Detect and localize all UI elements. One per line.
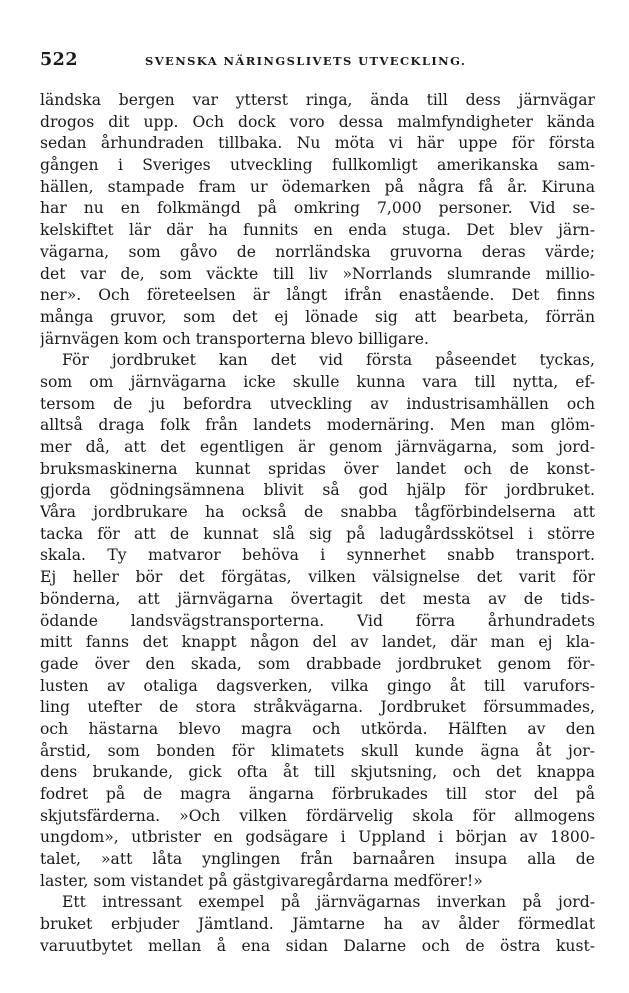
text-line: ländska bergen var ytterst ringa, ända till dess järnvägar xyxy=(40,91,595,109)
text-line: drogos dit upp. Och dock voro dessa malmfyndigheter kända xyxy=(40,112,595,131)
text-line: årstid, som bonden för klimatets skull kunde ägna åt jor- xyxy=(40,741,595,760)
text-line: skjutsfärderna. »Och vilken fördärvelig skola för allmogens xyxy=(40,806,595,825)
text-line: skala. Ty matvaror behöva i synnerhet snabb transport. xyxy=(40,546,595,565)
text-line: och hästarna blevo magra och utkörda. Hälften av den xyxy=(40,719,595,738)
text-line: sedan århundraden tillbaka. Nu möta vi här uppe för första xyxy=(40,134,595,153)
text-line: gade över den skada, som drabbade jordbruket genom för- xyxy=(40,654,595,673)
text-line: ner». Och företeelsen är långt ifrån enastående. Det finns xyxy=(40,286,595,305)
text-line: mitt fanns det knappt någon del av landet, där man ej kla- xyxy=(40,633,595,652)
page-header xyxy=(40,50,595,72)
text-line: det var de, som väckte till liv »Norrlands slumrande millio- xyxy=(40,264,595,283)
text-line: gjorda gödningsämnena blivit så god hjälp för jordbruket. xyxy=(40,481,595,500)
text-line: vägarna, som gåvo de norrländska gruvorna deras värde; xyxy=(40,242,595,261)
text-line: mer då, att det egentligen är genom järnvägarna, som jord- xyxy=(40,438,595,456)
text-line: dens brukande, gick ofta åt till skjutsning, och det knappa xyxy=(40,763,595,782)
text-line: som om järnvägarna icke skulle kunna vara till nytta, ef- xyxy=(40,372,595,391)
text-line: bönderna, att järnvägarna övertagit det mesta av de tids- xyxy=(40,589,595,608)
text-line: För jordbruket kan det vid första påseendet tyckas, xyxy=(62,351,595,370)
text-line: Ej heller bör det förgätas, vilken välsignelse det varit för xyxy=(40,568,595,587)
text-line: ungdom», utbrister en godsägare i Uppland i början av 1800- xyxy=(40,828,595,847)
text-line: alltså draga folk från landets modernäring. Men man glöm- xyxy=(40,416,595,435)
text-line: hällen, stampade fram ur ödemarken på några få år. Kiruna xyxy=(40,177,595,196)
text-line: har nu en folkmängd på omkring 7,000 personer. Vid se- xyxy=(40,199,595,218)
text-line: järnvägen kom och transporterna blevo billigare. xyxy=(40,329,429,348)
text-line: laster, som vistandet på gästgivaregårdarna medförer!» xyxy=(40,871,483,890)
text-line: ödande landsvägstransporterna. Vid förra århundradets xyxy=(40,611,595,630)
text-line: Ett intressant exempel på järnvägarnas inverkan på jord- xyxy=(62,893,595,912)
page-number: 522 xyxy=(40,50,79,70)
text-line: gången i Sveriges utveckling fullkomligt amerikanska sam- xyxy=(40,156,595,175)
running-head: SVENSKA NÄRINGSLIVETS UTVECKLING. xyxy=(145,54,467,68)
text-line: många gruvor, som det ej lönade sig att bearbeta, förrän xyxy=(40,307,595,326)
text-line: varuutbytet mellan å ena sidan Dalarne och de östra kust- xyxy=(40,936,595,955)
text-line: talet, »att låta ynglingen från barnaåren insupa alla de xyxy=(40,850,595,869)
text-line: lusten av otaliga dagsverken, vilka gingo åt till varufors- xyxy=(40,676,595,695)
text-line: Våra jordbrukare ha också de snabba tågförbindelserna att xyxy=(40,503,595,522)
text-line: ling utefter de stora stråkvägarna. Jordbruket försummades, xyxy=(40,698,595,717)
body-text xyxy=(40,90,595,958)
text-line: bruksmaskinerna kunnat spridas över landet och de konst- xyxy=(40,459,595,478)
text-line: tersom de ju befordra utveckling av industrisamhällen och xyxy=(40,394,595,413)
text-line: tacka för att de kunnat slå sig på ladugårdsskötsel i större xyxy=(40,524,595,543)
text-line: bruket erbjuder Jämtland. Jämtarne ha av ålder förmedlat xyxy=(40,915,595,934)
text-line: fodret på de magra ängarna förbrukades till stor del på xyxy=(40,785,595,803)
text-line: kelskiftet lär där ha funnits en enda stuga. Det blev järn- xyxy=(40,221,595,240)
